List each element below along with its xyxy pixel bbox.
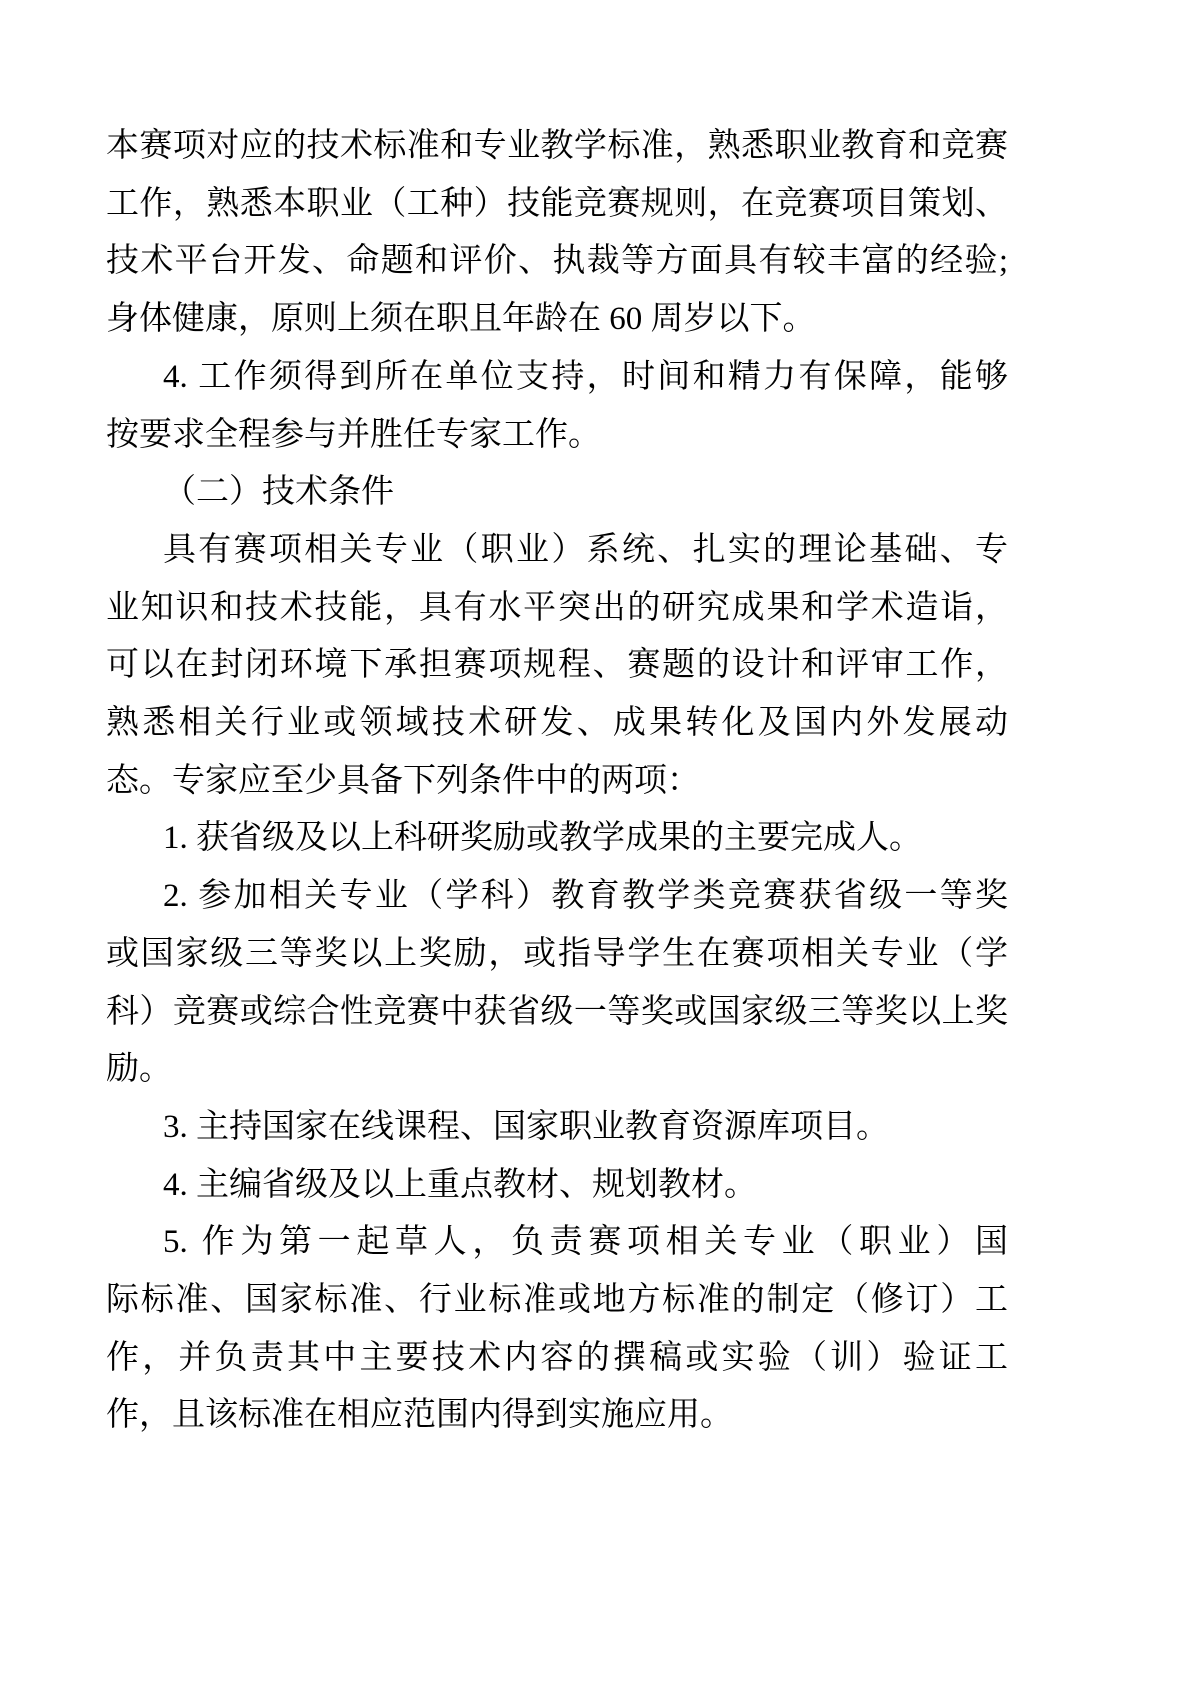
text-line: 工作，熟悉本职业（工种）技能竞赛规则，在竞赛项目策划、 (106, 185, 1008, 222)
paragraph (106, 1214, 1008, 1445)
text-line: 按要求全程参与并胜任专家工作。 (106, 416, 601, 453)
list-item: 2. 参加相关专业（学科）教育教学类竞赛获省级一等奖 (163, 878, 1008, 915)
text-line: 态。专家应至少具备下列条件中的两项： (106, 762, 700, 799)
text-line: 作，且该标准在相应范围内得到实施应用。 (106, 1397, 733, 1434)
paragraph (106, 118, 1008, 349)
text-line: 励。 (106, 1051, 172, 1088)
paragraph (106, 868, 1008, 1099)
paragraph (106, 1099, 1008, 1157)
paragraph (106, 522, 1008, 811)
page-body (106, 118, 1008, 1445)
list-item: 5. 作为第一起草人，负责赛项相关专业（职业）国 (163, 1224, 1008, 1261)
list-item: 1. 获省级及以上科研奖励或教学成果的主要完成人。 (163, 820, 922, 857)
paragraph (106, 349, 1008, 464)
text-line: 际标准、国家标准、行业标准或地方标准的制定（修订）工 (106, 1282, 1008, 1319)
paragraph (106, 810, 1008, 868)
text-line: 技术平台开发、命题和评价、执裁等方面具有较丰富的经验; (106, 243, 1008, 280)
text-line: 科）竞赛或综合性竞赛中获省级一等奖或国家级三等奖以上奖 (106, 993, 1008, 1030)
text-line: 熟悉相关行业或领域技术研发、成果转化及国内外发展动 (106, 705, 1008, 742)
list-item: 3. 主持国家在线课程、国家职业教育资源库项目。 (163, 1108, 889, 1145)
text-line: 具有赛项相关专业（职业）系统、扎实的理论基础、专 (163, 531, 1008, 568)
text-line: 可以在封闭环境下承担赛项规程、赛题的设计和评审工作， (106, 647, 1008, 684)
text-line: 业知识和技术技能，具有水平突出的研究成果和学术造诣， (106, 589, 1008, 626)
text-line: 身体健康，原则上须在职且年龄在 60 周岁以下。 (106, 301, 816, 338)
paragraph (106, 464, 1008, 522)
text-line: 或国家级三等奖以上奖励，或指导学生在赛项相关专业（学 (106, 935, 1008, 972)
section-heading: （二）技术条件 (163, 474, 394, 511)
paragraph (106, 1157, 1008, 1215)
text-line: 4. 工作须得到所在单位支持，时间和精力有保障，能够 (163, 358, 1008, 395)
text-line: 本赛项对应的技术标准和专业教学标准，熟悉职业教育和竞赛 (106, 128, 1008, 164)
text-line: 作，并负责其中主要技术内容的撰稿或实验（训）验证工 (106, 1339, 1008, 1376)
list-item: 4. 主编省级及以上重点教材、规划教材。 (163, 1166, 757, 1203)
